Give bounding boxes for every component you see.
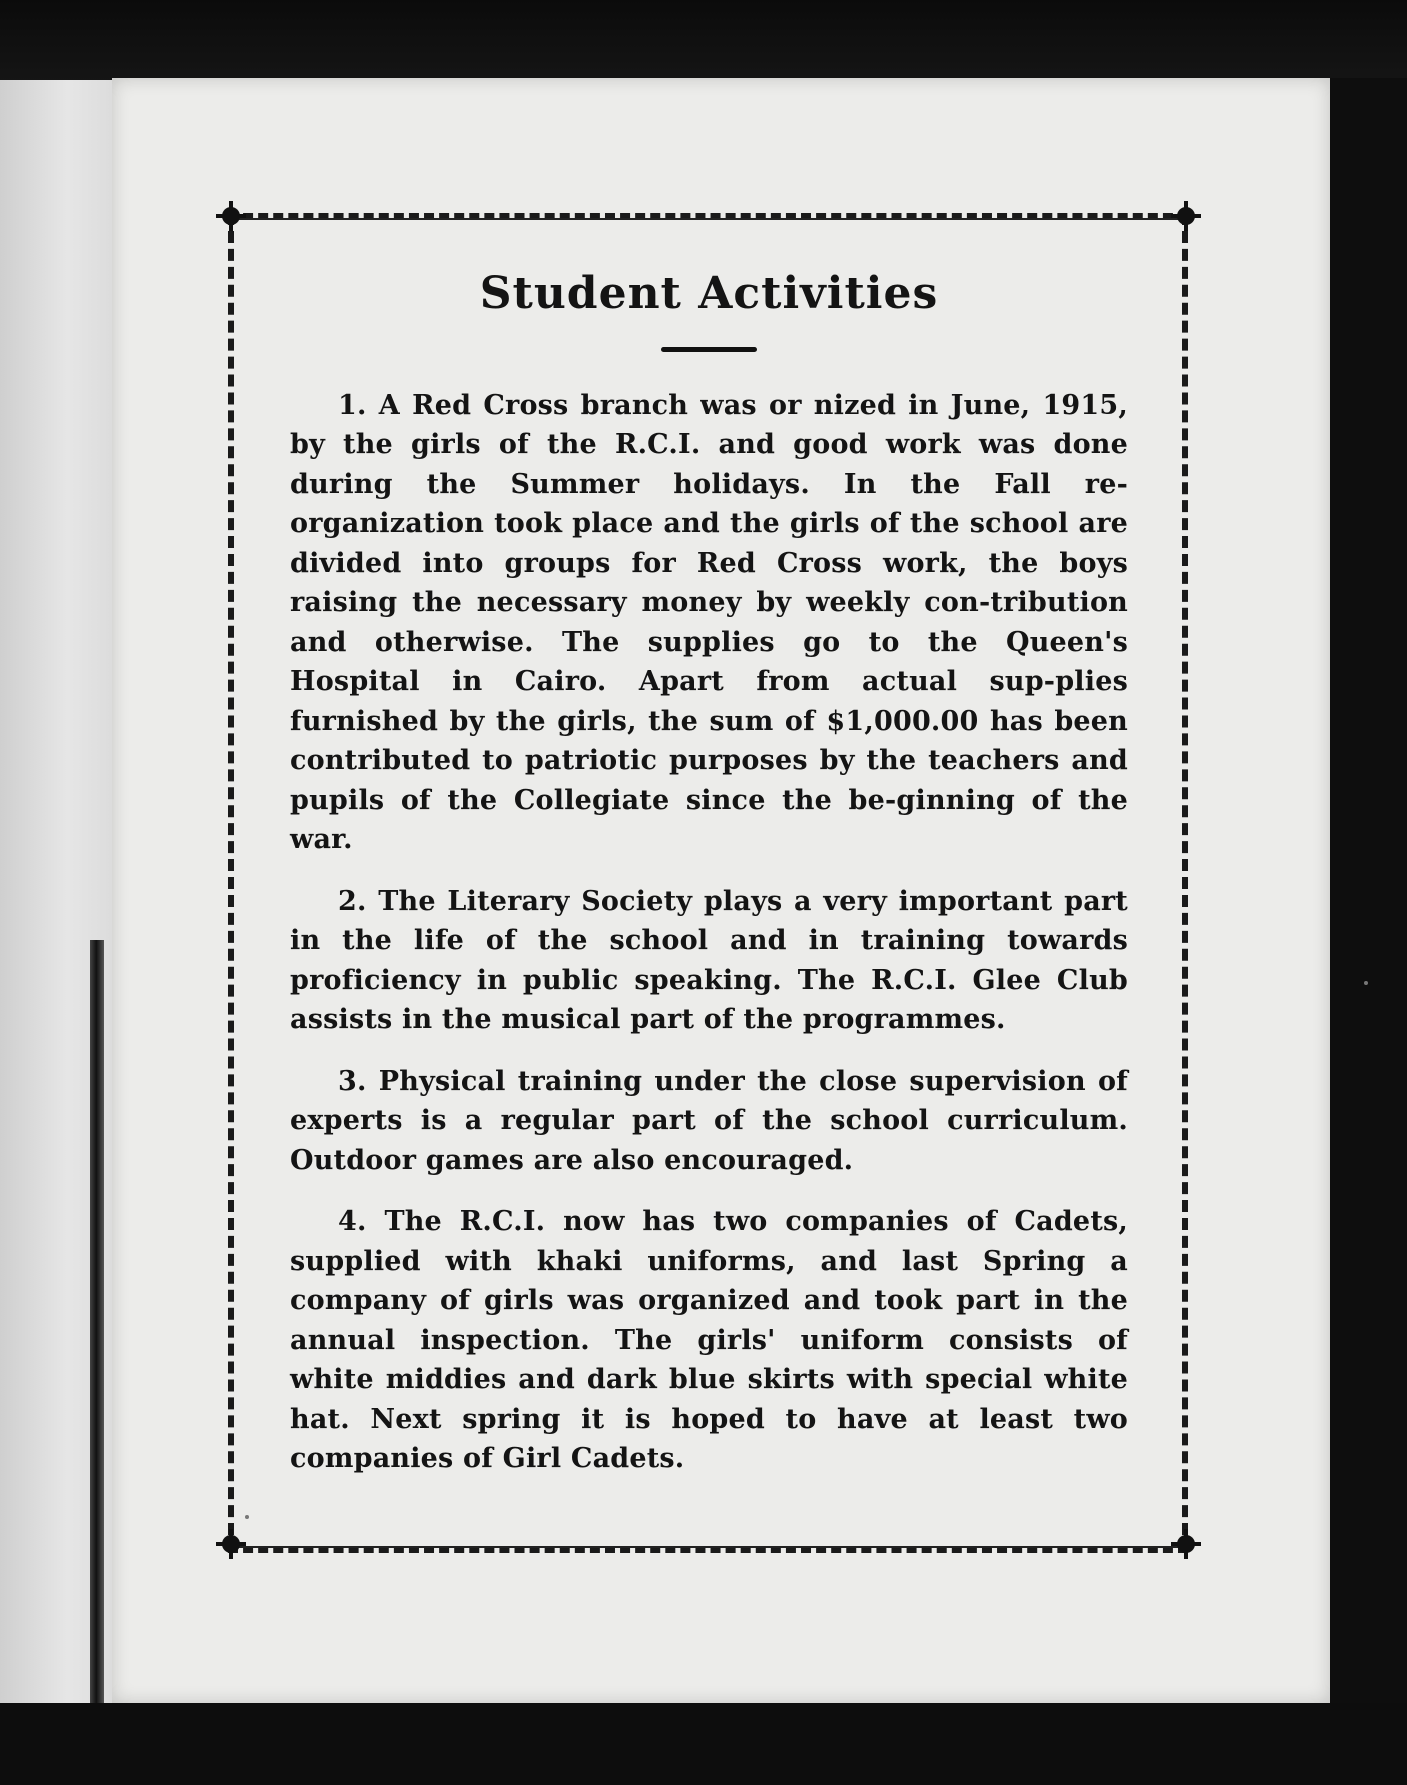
paragraph-number: 3. [338,1065,367,1097]
paragraph-2 [290,882,1128,1040]
paragraph-text: A Red Cross branch was or nized in June, 1915, by the girls of the R.C.I. and good work was done during the Summer holidays. In the Fall re-organization took place and the girls of the school are divided into groups for Red Cross work, the boys raising the necessary money by weekly con-tribution and otherwise. The supplies go to the Queen's Hospital in Cairo. Apart from actual sup-plies furnished by the girls, the sum of $1,000.00 has been contributed to patriotic purposes by the teachers and pupils of the Collegiate since the be-ginning of the war. [290,389,1128,856]
paragraph-number: 1. [338,389,367,421]
paragraph-number: 2. [338,885,367,917]
corner-ornament-icon [222,1535,240,1553]
scan-background-top [0,0,1407,82]
title-divider [661,347,757,352]
paragraph-text: The R.C.I. now has two companies of Cadets, supplied with khaki uniforms, and last Spring a company of girls was organized and took part in the annual inspection. The girls' uniform consists of white middies and dark blue skirts with special white hat. Next spring it is hoped to have at least two companies of Girl Cadets. [290,1206,1128,1475]
corner-ornament-icon [1177,1535,1195,1553]
corner-ornament-icon [222,207,240,225]
paragraph-text: The Literary Society plays a very important part in the life of the school and in training towards proficiency in public speaking. The R.C.I. Glee Club assists in the musical part of the programmes. [290,885,1128,1036]
corner-ornament-icon [1177,207,1195,225]
book-gutter [90,940,104,1715]
page-title: Student Activities [479,268,939,319]
scan-speck [1364,981,1368,985]
paragraph-4 [290,1202,1128,1479]
paragraph-1 [290,386,1128,860]
scan-speck [245,1515,249,1519]
scan-background-bottom [0,1703,1407,1785]
paragraph-number: 4. [338,1206,367,1238]
paragraph-3 [290,1062,1128,1181]
paragraph-text: Physical training under the close supervision of experts is a regular part of the school curriculum. Outdoor games are also encouraged. [290,1065,1128,1176]
page-content [290,268,1128,1501]
scan-background-right [1330,78,1407,1703]
